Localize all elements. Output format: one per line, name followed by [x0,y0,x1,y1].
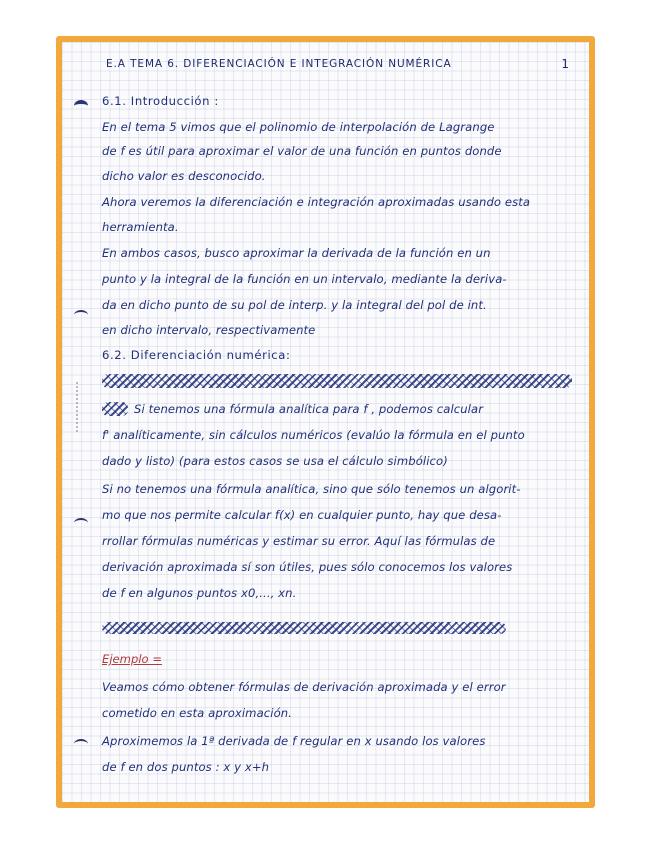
text-line: mo que nos permite calcular f(x) en cualquier punto, hay que desa- [102,508,502,522]
page-title: E.A TEMA 6. DIFERENCIACIÓN E INTEGRACIÓN NUMÉRICA [106,58,452,70]
text-line: de f en dos puntos : x y x+h [102,760,270,774]
text-line: En ambos casos, busco aproximar la derivada de la función en un [102,246,491,260]
text-line: rrollar fórmulas numéricas y estimar su error. Aquí las fórmulas de [102,534,496,548]
text-line: dado y listo) (para estos casos se usa el cálculo simbólico) [102,454,448,468]
margin-mark-icon [74,518,88,528]
text-line: herramienta. [102,220,179,234]
text-line: En el tema 5 vimos que el polinomio de interpolación de Lagrange [102,120,495,134]
section-heading-introduccion: 6.1. Introducción : [102,94,219,108]
scribbled-out-line [102,374,572,388]
text-line: dicho valor es desconocido. [102,169,266,183]
section-heading-diferenciacion: 6.2. Diferenciación numérica: [102,348,291,362]
scribbled-out-line [102,622,506,634]
notebook-sheet [62,42,589,802]
text-line: de f en algunos puntos x0,..., xn. [102,586,297,600]
text-line: da en dicho punto de su pol de interp. y la integral del pol de int. [102,298,487,312]
margin-mark-icon [74,310,88,320]
side-scribble [76,382,78,432]
text-line: Aproximemos la 1ª derivada de f regular en x usando los valores [102,734,486,748]
text-line: punto y la integral de la función en un intervalo, mediante la deriva- [102,272,507,286]
text-line: cometido en esta aproximación. [102,706,292,720]
text-line: Ahora veremos la diferenciación e integración aproximadas usando esta [102,195,531,209]
example-label: Ejemplo = [102,652,163,666]
text-line: de f es útil para aproximar el valor de una función en puntos donde [102,144,502,158]
margin-mark-icon [74,100,88,112]
text-line: derivación aproximada sí son útiles, pues sólo conocemos los valores [102,560,513,574]
page-frame [56,36,595,808]
margin-mark-icon [74,739,88,749]
text-line: Veamos cómo obtener fórmulas de derivación aproximada y el error [102,680,506,694]
text-line: en dicho intervalo, respectivamente [102,323,316,337]
page-number: 1 [561,57,569,71]
text-line: Si tenemos una fórmula analítica para f , podemos calcular [134,402,484,416]
text-line: Si no tenemos una fórmula analítica, sino que sólo tenemos un algorit- [102,482,521,496]
text-line: f' analíticamente, sin cálculos numéricos (evalúo la fórmula en el punto [102,428,525,442]
scribbled-out-word [102,402,128,416]
